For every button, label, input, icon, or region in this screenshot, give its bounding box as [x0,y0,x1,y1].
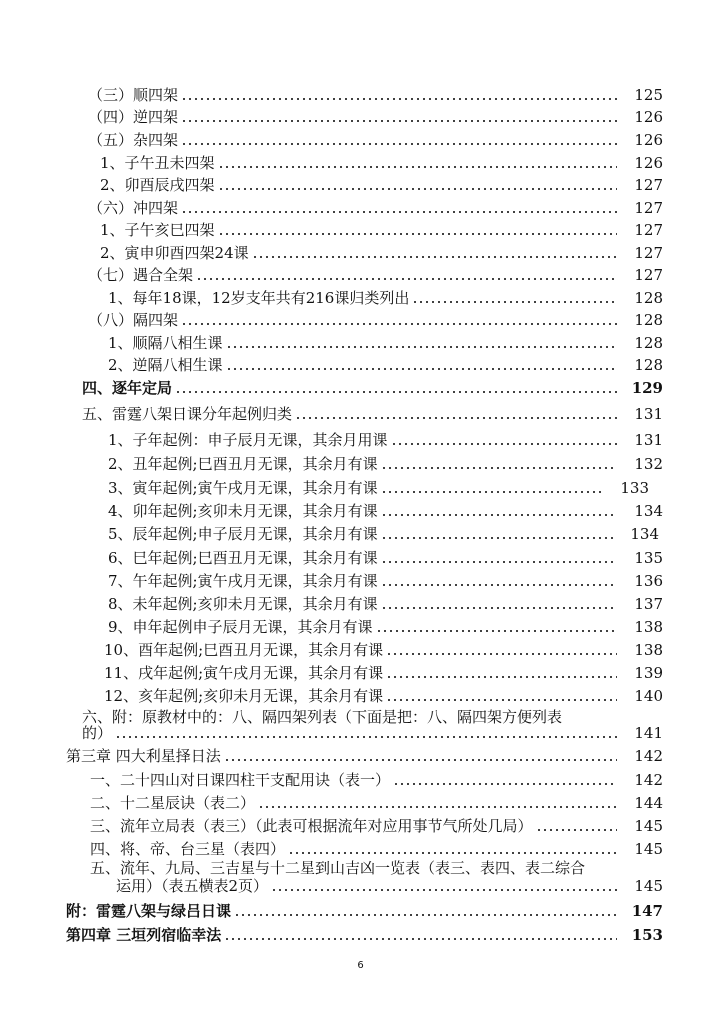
toc-entry [0,660,721,682]
toc-entry-label: 附：雷霆八架与绿吕日课 [66,902,232,920]
toc-entry-page: 129 [631,379,663,397]
toc-entry [0,262,721,284]
toc-entry-label: 二、十二星辰诀（表二） [90,794,256,812]
toc-entry-label: 2、丑年起例;巳酉丑月无课，其余月有课 [108,455,378,473]
toc-entry-label: 2、卯酉辰戌四架 [100,176,215,194]
toc-leader-dots [386,698,617,702]
toc-entry-label: 1、子午丑未四架 [100,154,215,172]
toc-entry-label: 五、雷霆八架日课分年起例归类 [82,405,293,423]
toc-entry-label: 4、卯年起例;亥卯未月无课，其余月有课 [108,502,378,520]
toc-entry-label: 12、亥年起例;亥卯未月无课，其余月有课 [104,687,384,705]
toc-entry-label: 的） [82,724,113,742]
toc-leader-dots [376,629,617,633]
toc-leader-dots [181,322,617,326]
toc-entry [0,614,721,636]
toc-entry-label: 四、逐年定局 [82,379,173,397]
page-number: 6 [357,960,364,971]
toc-entry-page: 140 [634,687,663,705]
toc-entry [0,307,721,329]
toc-entry-label: （六）冲四架 [88,199,179,217]
toc-entry-label: 三、流年立局表（表三）（此表可根据流年对应用事节气所处几局） [90,817,533,835]
toc-leader-dots [226,367,617,371]
toc-entry-page: 131 [634,405,663,423]
toc-entry [0,285,721,307]
toc-leader-dots [386,675,617,679]
toc-entry-label: 2、寅申卯酉四架24课 [100,244,249,262]
toc-entry [0,545,721,567]
toc-entry-label: 一、二十四山对日课四柱干支配用诀（表一） [90,771,391,789]
toc-leader-dots [258,805,617,809]
toc-entry-page: 138 [634,641,663,659]
toc-entry-label: 9、申年起例申子辰月无课，其余月有课 [108,618,373,636]
toc-entry [0,150,721,172]
toc-entry [0,195,721,217]
toc-leader-dots [391,442,617,446]
toc-entry [0,813,721,835]
toc-entry [0,172,721,194]
toc-entry-page: 134 [630,525,659,543]
toc-entry-page: 134 [634,502,663,520]
toc-entry-label: 7、午年起例;寅午戌月无课，其余月有课 [108,572,378,590]
toc-entry [0,521,721,543]
toc-entry-label: 8、未年起例;亥卯未月无课，其余月有课 [108,595,378,613]
toc-entry-page: 142 [634,747,663,765]
toc-entry [0,922,721,944]
toc-entry-page: 144 [634,794,663,812]
toc-entry-page: 126 [634,131,663,149]
toc-leader-dots [224,758,617,762]
toc-entry-label: 1、子年起例：申子辰月无课，其余月用课 [108,431,388,449]
toc-entry [0,767,721,789]
toc-entry-label: （八）隔四架 [88,311,179,329]
toc-entry [0,375,721,397]
toc-entry-label: 2、逆隔八相生课 [108,356,223,374]
toc-entry-page: 132 [634,455,663,473]
toc-entry [0,836,721,858]
toc-entry-label: 6、巳年起例;巳酉丑月无课，其余月有课 [108,549,378,567]
toc-entry-label-line1: 六、附：原教材中的：八、隔四架列表（下面是把：八、隔四架方便列表 [82,708,563,726]
toc-entry [0,568,721,590]
toc-entry-label: 第四章 三垣列宿临幸法 [66,926,222,944]
toc-entry-page: 145 [634,877,663,895]
toc-leader-dots [181,142,617,146]
toc-leader-dots [234,913,617,917]
toc-entry [0,898,721,920]
toc-entry-label: 第三章 四大利星择日法 [66,747,221,765]
toc-entry [0,330,721,352]
toc-entry-page: 128 [634,356,663,374]
toc-entry-page: 139 [634,664,663,682]
toc-leader-dots [175,390,617,394]
toc-entry-page: 145 [634,817,663,835]
toc-leader-dots [271,888,617,892]
toc-leader-dots [218,187,617,191]
toc-entry-label: 3、寅年起例;寅午戌月无课，其余月有课 [108,479,378,497]
toc-entry-page: 133 [620,479,649,497]
toc-leader-dots [181,97,617,101]
toc-entry-label: 1、顺隔八相生课 [108,334,223,352]
toc-entry-label: 10、酉年起例;巳酉丑月无课，其余月有课 [104,641,384,659]
toc-entry-page: 126 [634,154,663,172]
toc-entry-label: （三）顺四架 [88,86,179,104]
toc-leader-dots [381,536,613,540]
toc-entry-label: （七）遇合全架 [88,266,194,284]
toc-entry-page: 153 [631,926,663,944]
toc-entry [0,127,721,149]
toc-entry-label: （四）逆四架 [88,108,179,126]
toc-entry-page: 125 [634,86,663,104]
toc-leader-dots [115,735,617,739]
toc-entry [0,82,721,104]
toc-entry [0,451,721,473]
toc-entry-page: 128 [634,289,663,307]
toc-entry [0,873,721,895]
toc-entry [0,498,721,520]
toc-entry-page: 131 [634,431,663,449]
toc-entry-page: 147 [631,902,663,920]
toc-entry-page: 141 [634,724,663,742]
toc-entry [0,352,721,374]
toc-entry-page: 127 [634,199,663,217]
toc-entry-page: 142 [634,771,663,789]
toc-leader-dots [381,560,617,564]
toc-entry-label: 运用）（表五横表2页） [116,877,269,895]
toc-leader-dots [381,583,617,587]
toc-entry-page: 138 [634,618,663,636]
toc-leader-dots [224,937,617,941]
toc-entry-page: 136 [634,572,663,590]
toc-leader-dots [226,345,617,349]
toc-entry [0,240,721,262]
toc-leader-dots [218,232,617,236]
toc-entry [0,637,721,659]
toc-leader-dots [393,782,617,786]
toc-leader-dots [536,828,617,832]
toc-leader-dots [386,652,617,656]
toc-entry-page: 127 [634,221,663,239]
toc-entry-page: 128 [634,334,663,352]
toc-leader-dots [412,300,617,304]
toc-leader-dots [196,277,617,281]
toc-leader-dots [288,851,617,855]
toc-leader-dots [181,210,617,214]
toc-entry-page: 128 [634,311,663,329]
toc-entry-label: 11、戌年起例;寅午戌月无课，其余月有课 [104,664,384,682]
toc-leader-dots [295,416,617,420]
toc-leader-dots [381,513,617,517]
toc-entry-page: 126 [634,108,663,126]
toc-leader-dots [381,490,603,494]
toc-entry [0,683,721,705]
toc-entry [0,790,721,812]
toc-entry [0,743,721,765]
toc-entry [0,720,721,742]
toc-entry [0,427,721,449]
toc-entry-label: （五）杂四架 [88,131,179,149]
toc-entry-page: 145 [634,840,663,858]
toc-leader-dots [181,119,617,123]
toc-entry [0,591,721,613]
toc-entry [0,475,721,497]
toc-entry [0,217,721,239]
toc-entry-page: 127 [634,244,663,262]
toc-entry-label-line1: 五、流年、九局、三吉星与十二星到山吉凶一览表（表三、表四、表二综合 [90,859,586,877]
toc-entry [0,401,721,423]
toc-leader-dots [252,255,617,259]
toc-leader-dots [381,606,617,610]
toc-entry-page: 127 [634,176,663,194]
toc-entry [0,104,721,126]
toc-leader-dots [381,466,617,470]
toc-entry-page: 137 [634,595,663,613]
toc-entry-page: 135 [634,549,663,567]
toc-leader-dots [218,165,617,169]
toc-entry-page: 127 [634,266,663,284]
toc-entry-label: 四、将、帝、台三星（表四） [90,840,286,858]
toc-entry-label: 1、子午亥巳四架 [100,221,215,239]
toc-entry-label: 1、每年18课，12岁支年共有216课归类列出 [108,289,410,307]
toc-entry-label: 5、辰年起例;申子辰月无课，其余月有课 [108,525,378,543]
